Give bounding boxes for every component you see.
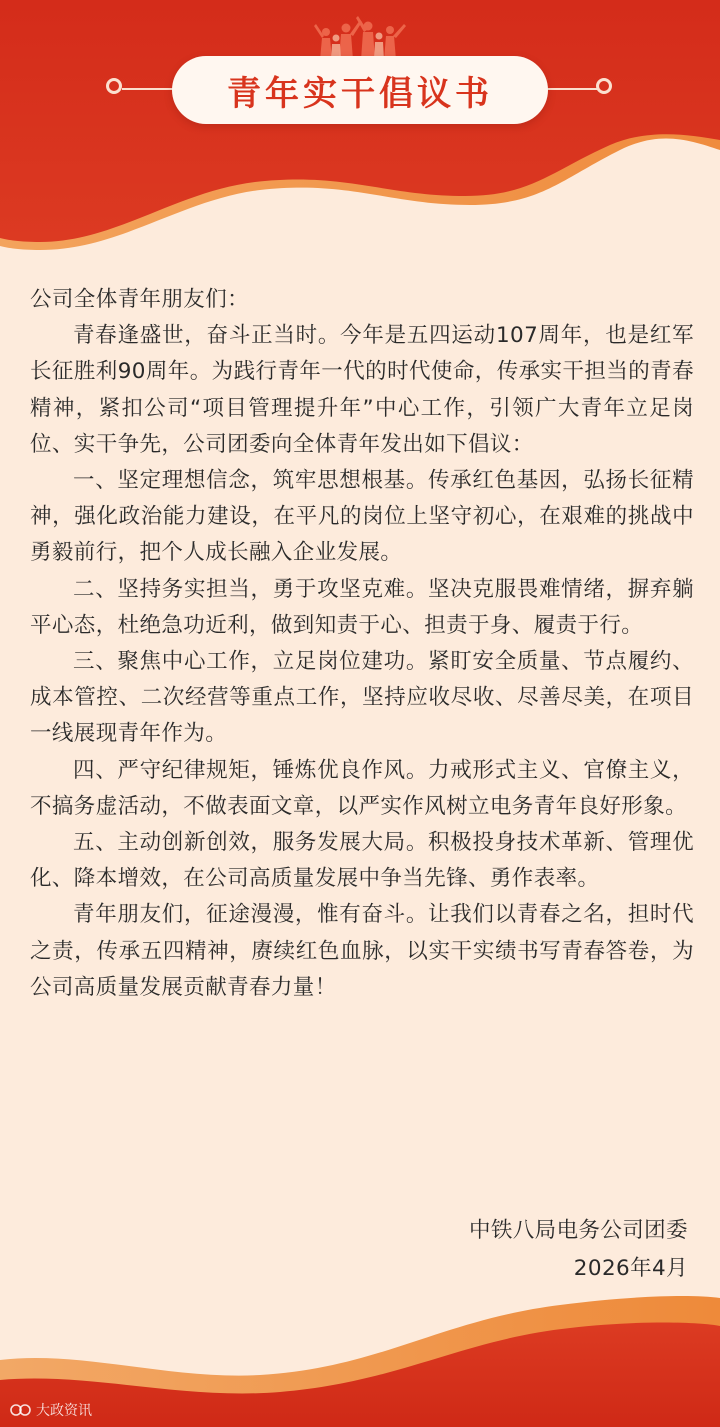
watermark-logo-icon [10,1402,32,1418]
watermark-text: 大政资讯 [36,1403,92,1419]
title-right-dot [596,78,612,94]
title-right-line [546,88,598,90]
signature-block [469,1212,688,1288]
salutation: 公司全体青年朋友们： [30,287,250,312]
proposal-item-4: 四、严守纪律规矩，锤炼优良作风。力戒形式主义、官僚主义，不搞务虚活动，不做表面文章，以严实作风树立电务青年良好形象。 [30,757,694,819]
closing-paragraph: 青年朋友们，征途漫漫，惟有奋斗。让我们以青春之名，担时代之责，传承五四精神，赓续红色血脉，以实干实绩书写青春答卷，为公司高质量发展贡献青春力量！ [30,902,694,1000]
footer-background [0,1280,720,1427]
celebration-figures-icon [310,14,410,60]
letter-body [30,282,694,1006]
page-title: 青年实干倡议书 [227,73,493,114]
proposal-item-2: 二、坚持务实担当，勇于攻坚克难。坚决克服畏难情绪，摒弃躺平心态，杜绝急功近利，做到知责于心、担责于身、履责于行。 [30,576,694,638]
proposal-item-1: 一、坚定理想信念，筑牢思想根基。传承红色基因，弘扬长征精神，强化政治能力建设，在平凡的岗位上坚守初心，在艰难的挑战中勇毅前行，把个人成长融入企业发展。 [30,468,694,566]
signature-organization: 中铁八局电务公司团委 [468,1218,688,1243]
title-left-line [122,88,174,90]
title-left-dot [106,78,122,94]
title-banner [172,56,548,124]
intro-paragraph: 青春逢盛世，奋斗正当时。今年是五四运动107周年，也是红军长征胜利90周年。为践行青年一代的时代使命，传承实干担当的青春精神，紧扣公司“项目管理提升年”中心工作，引领广大青年立足岗位、实干争先，公司团委向全体青年发出如下倡议： [30,323,694,457]
proposal-item-5: 五、主动创新创效，服务发展大局。积极投身技术革新、管理优化、降本增效，在公司高质量发展中争当先锋、勇作表率。 [30,830,694,892]
watermark [10,1400,92,1420]
signature-date: 2026年4月 [573,1256,688,1281]
proposal-item-3: 三、聚焦中心工作，立足岗位建功。紧盯安全质量、节点履约、成本管控、二次经营等重点工作，坚持应收尽收、尽善尽美，在项目一线展现青年作为。 [30,649,694,747]
